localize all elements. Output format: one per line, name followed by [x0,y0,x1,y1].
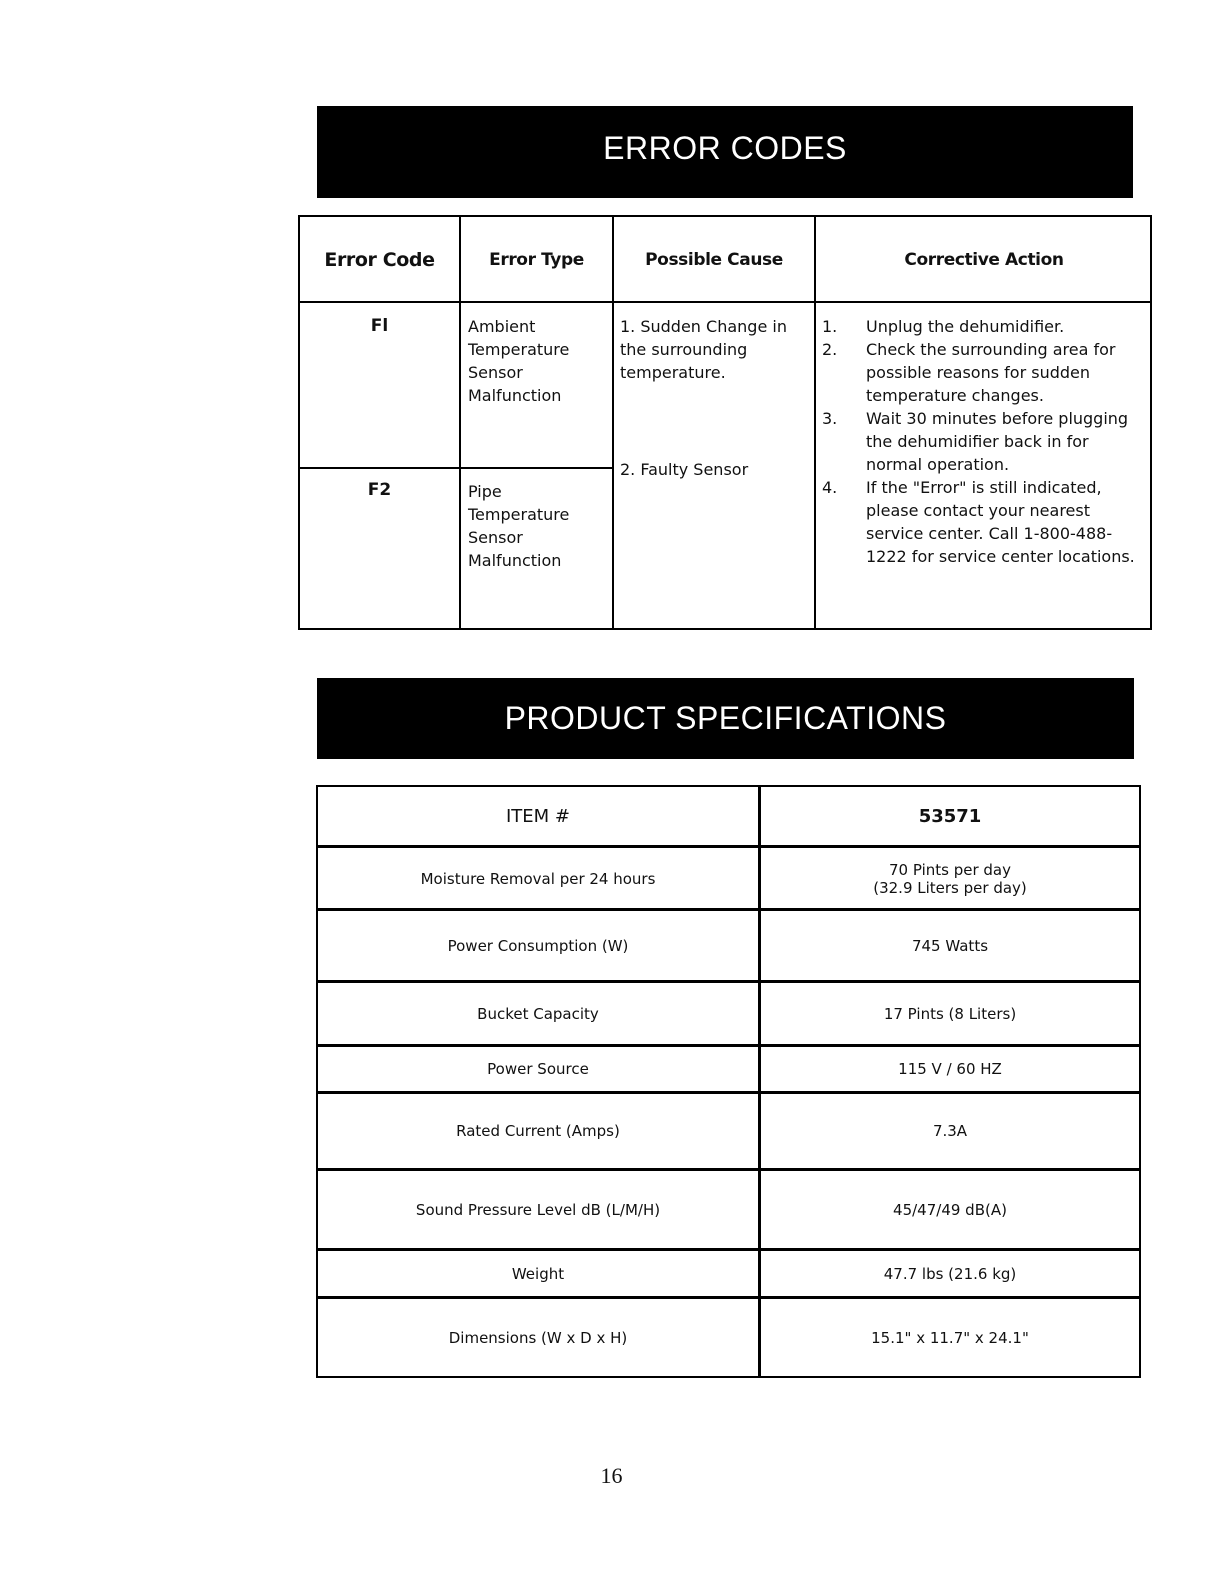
spec-label: Weight [511,1264,565,1283]
possible-cause-1: 1. Sudden Change in the surrounding temperature. [620,317,787,382]
product-specifications-banner [317,678,1134,759]
spec-label: Rated Current (Amps) [456,1122,620,1140]
list-item: 4. If the "Error" is still indicated, please contact your nearest service center. Call 1-800-488-1222 for service center locations. [822,478,1135,566]
table-row [318,848,1139,909]
spec-value: 17 Pints (8 Liters) [883,1004,1017,1023]
spec-label: Bucket Capacity [477,1004,599,1023]
list-item: 1. Unplug the dehumidifier. [822,317,1065,336]
spec-value: 45/47/49 dB(A) [893,1200,1007,1219]
table-row [318,787,1139,845]
error-code-f1: Fl [370,316,389,336]
table-row [318,1094,1139,1168]
action-text: Wait 30 minutes before plugging the dehumidifier back in for normal operation. [866,409,1129,474]
action-text: Unplug the dehumidifier. [866,317,1065,336]
error-code-f2: F2 [367,480,392,500]
spec-value: 7.3A [932,1122,968,1140]
error-codes-table [298,215,1152,630]
table-row [318,1047,1139,1091]
table-row [318,1299,1139,1376]
header-possible-cause: Possible Cause [645,250,783,270]
error-codes-banner [317,106,1133,198]
possible-cause-2: 2. Faulty Sensor [620,460,749,479]
header-corrective-action: Corrective Action [904,250,1064,270]
spec-value: 47.7 lbs (21.6 kg) [883,1264,1017,1283]
spec-value: 745 Watts [911,936,989,955]
table-row [318,1251,1139,1296]
table-row [318,1171,1139,1248]
error-codes-title: ERROR CODES [603,129,847,166]
spec-label: Power Consumption (W) [447,936,629,955]
header-error-type: Error Type [489,250,584,270]
spec-value: 70 Pints per day (32.9 Liters per day) [873,860,1027,897]
item-number-value: 53571 [918,805,982,827]
table-row [318,983,1139,1044]
spec-label: Power Source [487,1060,589,1078]
corrective-action-list [816,315,1146,568]
spec-value: 115 V / 60 HZ [898,1060,1002,1078]
spec-value: 15.1" x 11.7" x 24.1" [871,1328,1029,1347]
action-text: If the "Error" is still indicated, please contact your nearest service center. Call 1-800-488-1222 for service center locations. [866,478,1135,566]
product-specifications-title: PRODUCT SPECIFICATIONS [504,700,947,736]
table-row [318,911,1139,980]
spec-label: Dimensions (W x D x H) [448,1328,628,1347]
page-number: 16 [600,1463,623,1488]
spec-label: Sound Pressure Level dB (L/M/H) [415,1200,661,1219]
spec-label: Moisture Removal per 24 hours [420,869,656,888]
list-item: 2. Check the surrounding area for possible reasons for sudden temperature changes. [822,340,1116,405]
row-rule [300,467,614,469]
header-error-code: Error Code [324,249,435,271]
error-type-f1: Ambient Temperature Sensor Malfunction [468,317,570,405]
action-text: Check the surrounding area for possible reasons for sudden temperature changes. [866,340,1116,405]
item-number-label: ITEM # [505,805,570,827]
error-type-f2: Pipe Temperature Sensor Malfunction [468,482,570,570]
list-item: 3. Wait 30 minutes before plugging the dehumidifier back in for normal operation. [822,409,1129,474]
product-specifications-table [316,785,1141,1378]
